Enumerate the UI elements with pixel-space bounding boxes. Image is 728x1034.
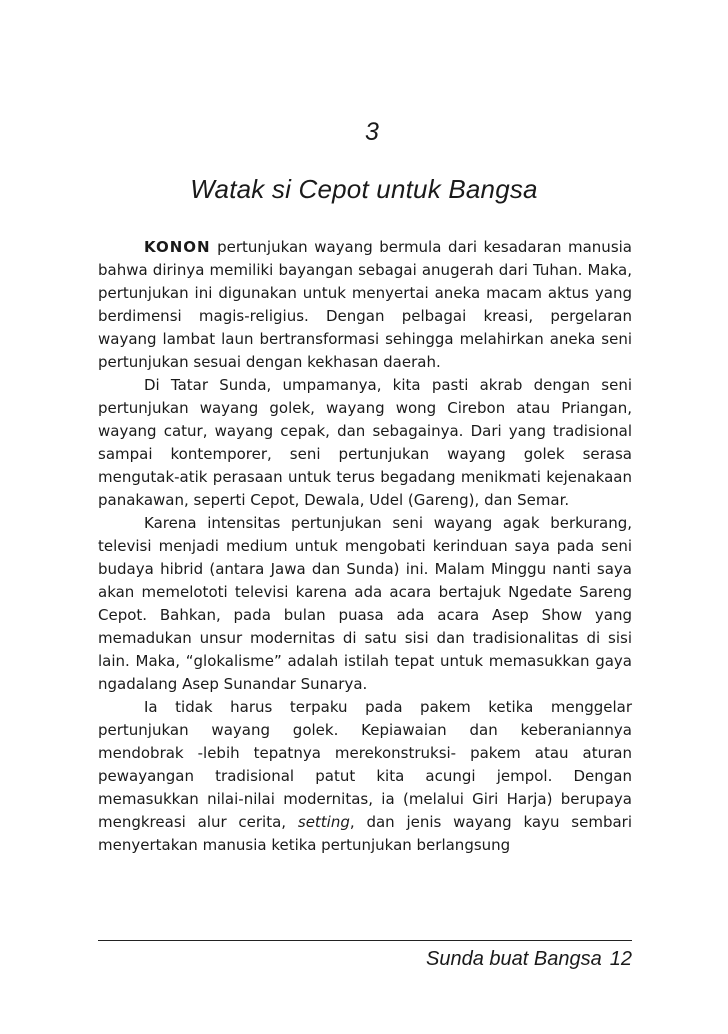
chapter-number: 3 (365, 118, 379, 146)
paragraph (98, 512, 632, 696)
paragraph-text: Karena intensitas pertunjukan seni wayang agak berkurang, televisi menjadi medium untuk mengobati kerinduan saya pada seni budaya hibrid (antara Jawa dan Sunda) ini. Malam Minggu nanti saya akan memelototi televisi karena ada acara bertajuk Ngedate Sareng Cepot. Bahkan, pada bulan puasa ada acara Asep Show yang memadukan unsur modernitas di satu sisi dan tradisionalitas di sisi lain. Maka, “glokalisme” adalah istilah tepat untuk memasukkan gaya ngadalang Asep Sunandar Sunarya. (98, 514, 632, 693)
paragraph (98, 696, 632, 857)
paragraph-text: , dan jenis wayang kayu sembari menyertakan manusia ketika pertunjukan berlangsung (98, 813, 632, 854)
lead-word: KONON (144, 238, 211, 256)
paragraph (98, 374, 632, 512)
footer-rule (98, 940, 632, 941)
chapter-title: Watak si Cepot untuk Bangsa (190, 174, 538, 204)
running-footer (426, 948, 632, 971)
paragraph-text: Di Tatar Sunda, umpamanya, kita pasti akrab dengan seni pertunjukan wayang golek, wayang wong Cirebon atau Priangan, wayang catur, wayang cepak, dan sebagainya. Dari yang tradisional sampai kontemporer, seni pertunjukan wayang golek serasa mengutak-atik perasaan untuk terus begadang menikmati kejenakaan panakawan, seperti Cepot, Dewala, Udel (Gareng), dan Semar. (98, 376, 632, 509)
paragraph-text: Ia tidak harus terpaku pada pakem ketika menggelar pertunjukan wayang golek. Kepiawaian dan keberaniannya mendobrak -lebih tepatnya merekonstruksi- pakem atau aturan pewayangan tradisional patut kita acungi jempol. Dengan memasukkan nilai-nilai modernitas, ia (melalui Giri Harja) berupaya mengkreasi alur cerita, (98, 698, 632, 831)
body-text (98, 236, 632, 857)
footer-book-title: Sunda buat Bangsa (426, 948, 602, 970)
paragraph-text: pertunjukan wayang bermula dari kesadaran manusia bahwa dirinya memiliki bayangan sebagai anugerah dari Tuhan. Maka, pertunjukan ini digunakan untuk menyertai aneka macam aktus yang berdimensi magis-religius. Dengan pelbagai kreasi, pergelaran wayang lambat laun bertransformasi sehingga melahirkan aneka seni pertunjukan sesuai dengan kekhasan daerah. (98, 238, 632, 371)
paragraph (98, 236, 632, 374)
emphasized-term: setting (297, 813, 350, 831)
page-number: 12 (609, 948, 632, 970)
